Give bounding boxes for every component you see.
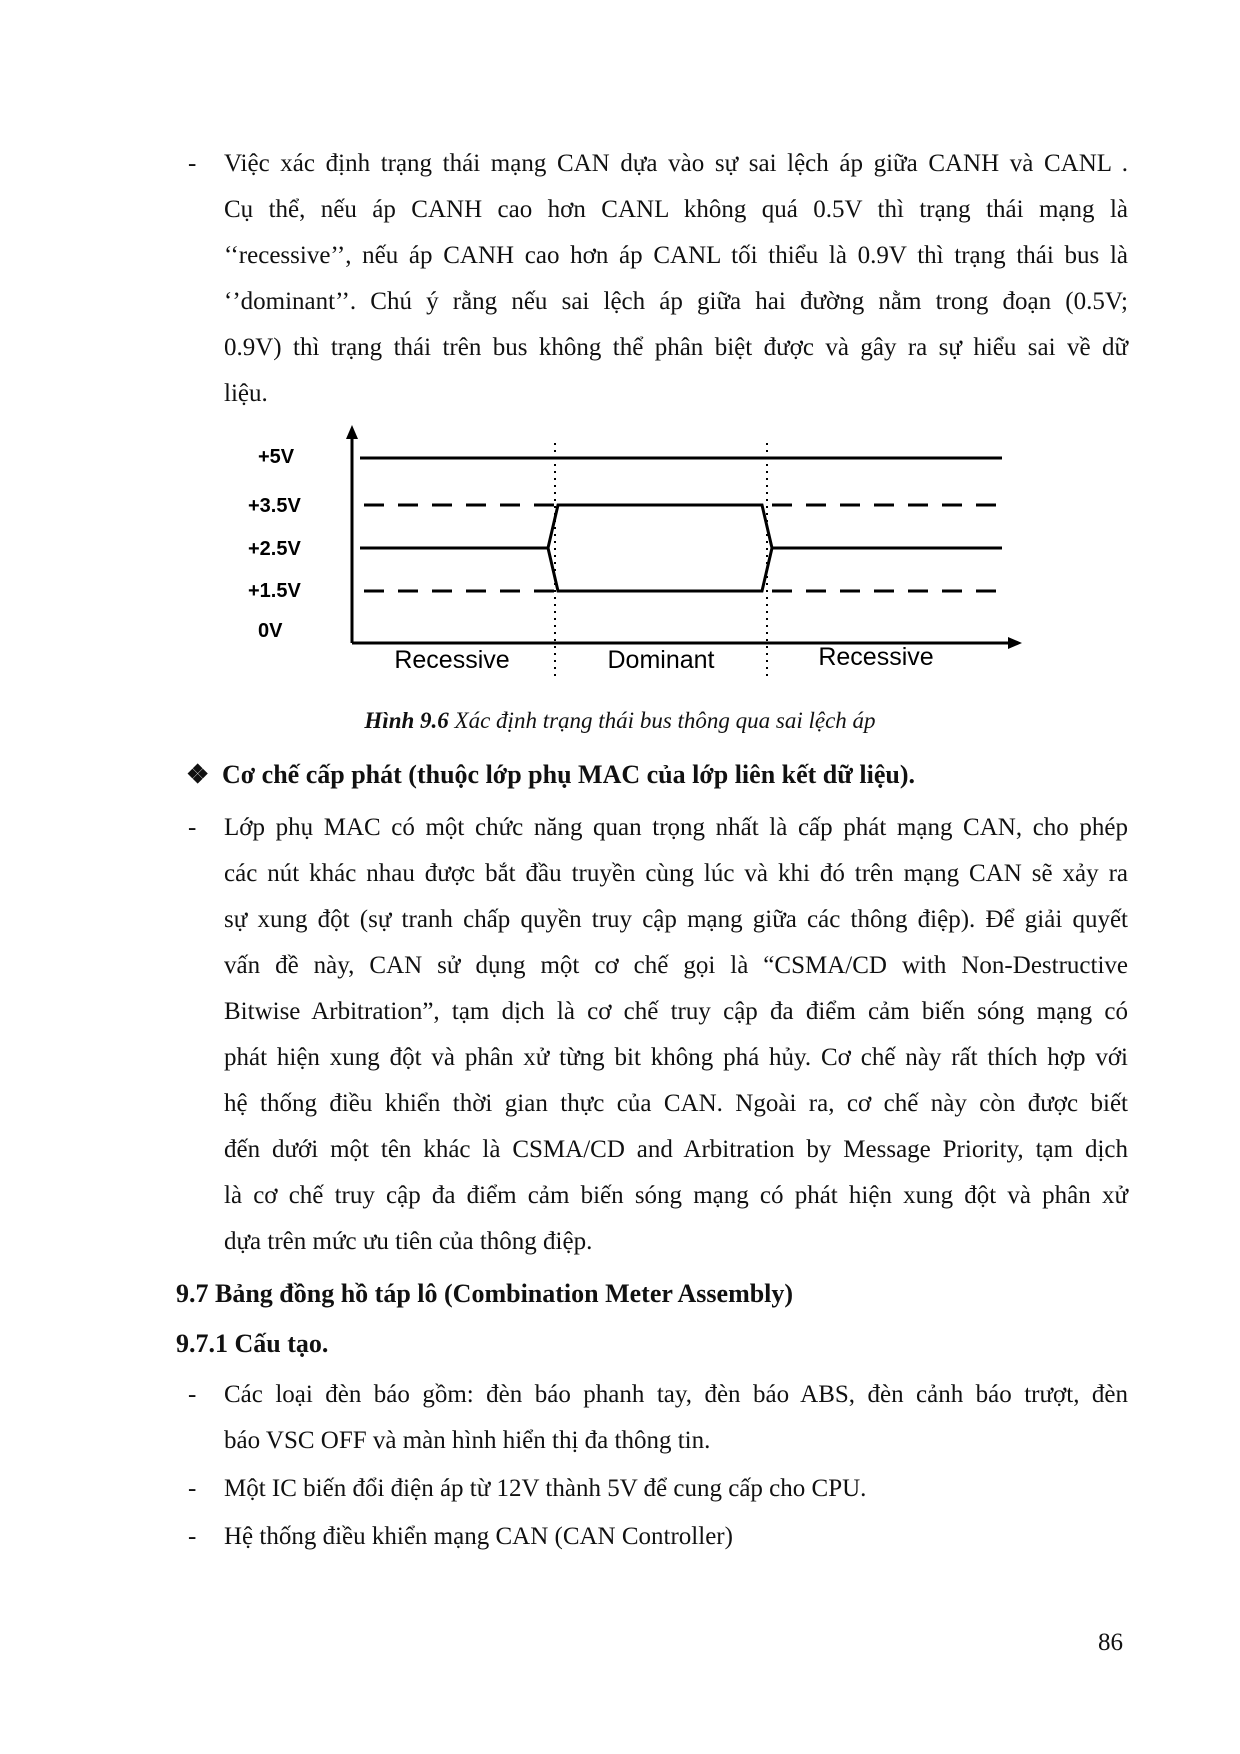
text-line: Cụ thể, nếu áp CANH cao hơn CANL không quá 0.5V thì trạng thái mạng là (224, 196, 1128, 223)
text-line: Việc xác định trạng thái mạng CAN dựa vào sự sai lệch áp giữa CANH và CANL . (224, 150, 1128, 177)
figure-caption (0, 706, 1240, 736)
text-line: dựa trên mức ưu tiên của thông điệp. (224, 1228, 593, 1255)
text-line: Bitwise Arbitration”, tạm dịch là cơ chế truy cập đa điểm cảm biến sóng mạng có (224, 998, 1128, 1025)
region-label: Dominant (607, 646, 715, 674)
level-label: +2.5V (248, 538, 301, 560)
section-bullet-icon: ❖ (186, 760, 210, 789)
bullet-dash: - (188, 150, 197, 177)
caption-label: Hình 9.6 (364, 708, 449, 733)
section-title: Cơ chế cấp phát (thuộc lớp phụ MAC của lớp liên kết dữ liệu). (222, 760, 915, 789)
text-line: báo VSC OFF và màn hình hiển thị đa thông tin. (224, 1427, 711, 1454)
level-label: 0V (258, 620, 283, 642)
text-line: 0.9V) thì trạng thái trên bus không thể phân biệt được và gây ra sự hiểu sai về dữ (224, 334, 1128, 361)
region-label: Recessive (394, 646, 510, 674)
bullet-dash: - (188, 1523, 197, 1550)
text-line: ‘’dominant’’. Chú ý rằng nếu sai lệch áp giữa hai đường nằm trong đoạn (0.5V; (224, 288, 1128, 315)
text-line: là cơ chế truy cập đa điểm cảm biến sóng mạng có phát hiện xung đột và phân xử (224, 1182, 1128, 1209)
text-line: phát hiện xung đột và phân xử từng bit không phá hủy. Cơ chế này rất thích hợp với (224, 1044, 1128, 1071)
section-heading: 9.7 Bảng đồng hồ táp lô (Combination Meter Assembly) (176, 1279, 794, 1308)
level-label: +1.5V (248, 580, 301, 602)
bullet-dash: - (188, 1381, 197, 1408)
text-line: hệ thống điều khiển thời gian thực của CAN. Ngoài ra, cơ chế này còn được biết (224, 1090, 1128, 1117)
canh-signal (360, 505, 1002, 548)
caption-text: Xác định trạng thái bus thông qua sai lệch áp (454, 708, 876, 733)
page-number: 86 (1098, 1629, 1123, 1656)
text-line: Lớp phụ MAC có một chức năng quan trọng nhất là cấp phát mạng CAN, cho phép (224, 814, 1128, 841)
text-line: vấn đề này, CAN sử dụng một cơ chế gọi là “CSMA/CD with Non-Destructive (224, 952, 1128, 979)
subsection-heading: 9.7.1 Cấu tạo. (176, 1329, 329, 1358)
region-label: Recessive (818, 643, 934, 671)
canl-signal (548, 548, 772, 591)
text-line: đến dưới một tên khác là CSMA/CD and Arbitration by Message Priority, tạm dịch (224, 1136, 1128, 1163)
can-bus-voltage-diagram (240, 425, 1030, 685)
text-line: liệu. (224, 380, 268, 407)
text-line: ‘‘recessive’’, nếu áp CANH cao hơn áp CANL tối thiểu là 0.9V thì trạng thái bus là (224, 242, 1128, 269)
text-line: Một IC biến đổi điện áp từ 12V thành 5V để cung cấp cho CPU. (224, 1475, 867, 1502)
level-label: +5V (258, 446, 295, 468)
level-label: +3.5V (248, 495, 301, 517)
text-line: sự xung đột (sự tranh chấp quyền truy cập mạng giữa các thông điệp). Để giải quyết (224, 906, 1128, 933)
x-axis-arrow (1008, 637, 1022, 649)
text-line: Hệ thống điều khiển mạng CAN (CAN Controller) (224, 1523, 733, 1550)
text-line: Các loại đèn báo gồm: đèn báo phanh tay, đèn báo ABS, đèn cảnh báo trượt, đèn (224, 1381, 1128, 1408)
bullet-dash: - (188, 814, 197, 841)
bullet-dash: - (188, 1475, 197, 1502)
y-axis-arrow (346, 425, 358, 439)
text-line: các nút khác nhau được bắt đầu truyền cùng lúc và khi đó trên mạng CAN sẽ xảy ra (224, 860, 1128, 887)
